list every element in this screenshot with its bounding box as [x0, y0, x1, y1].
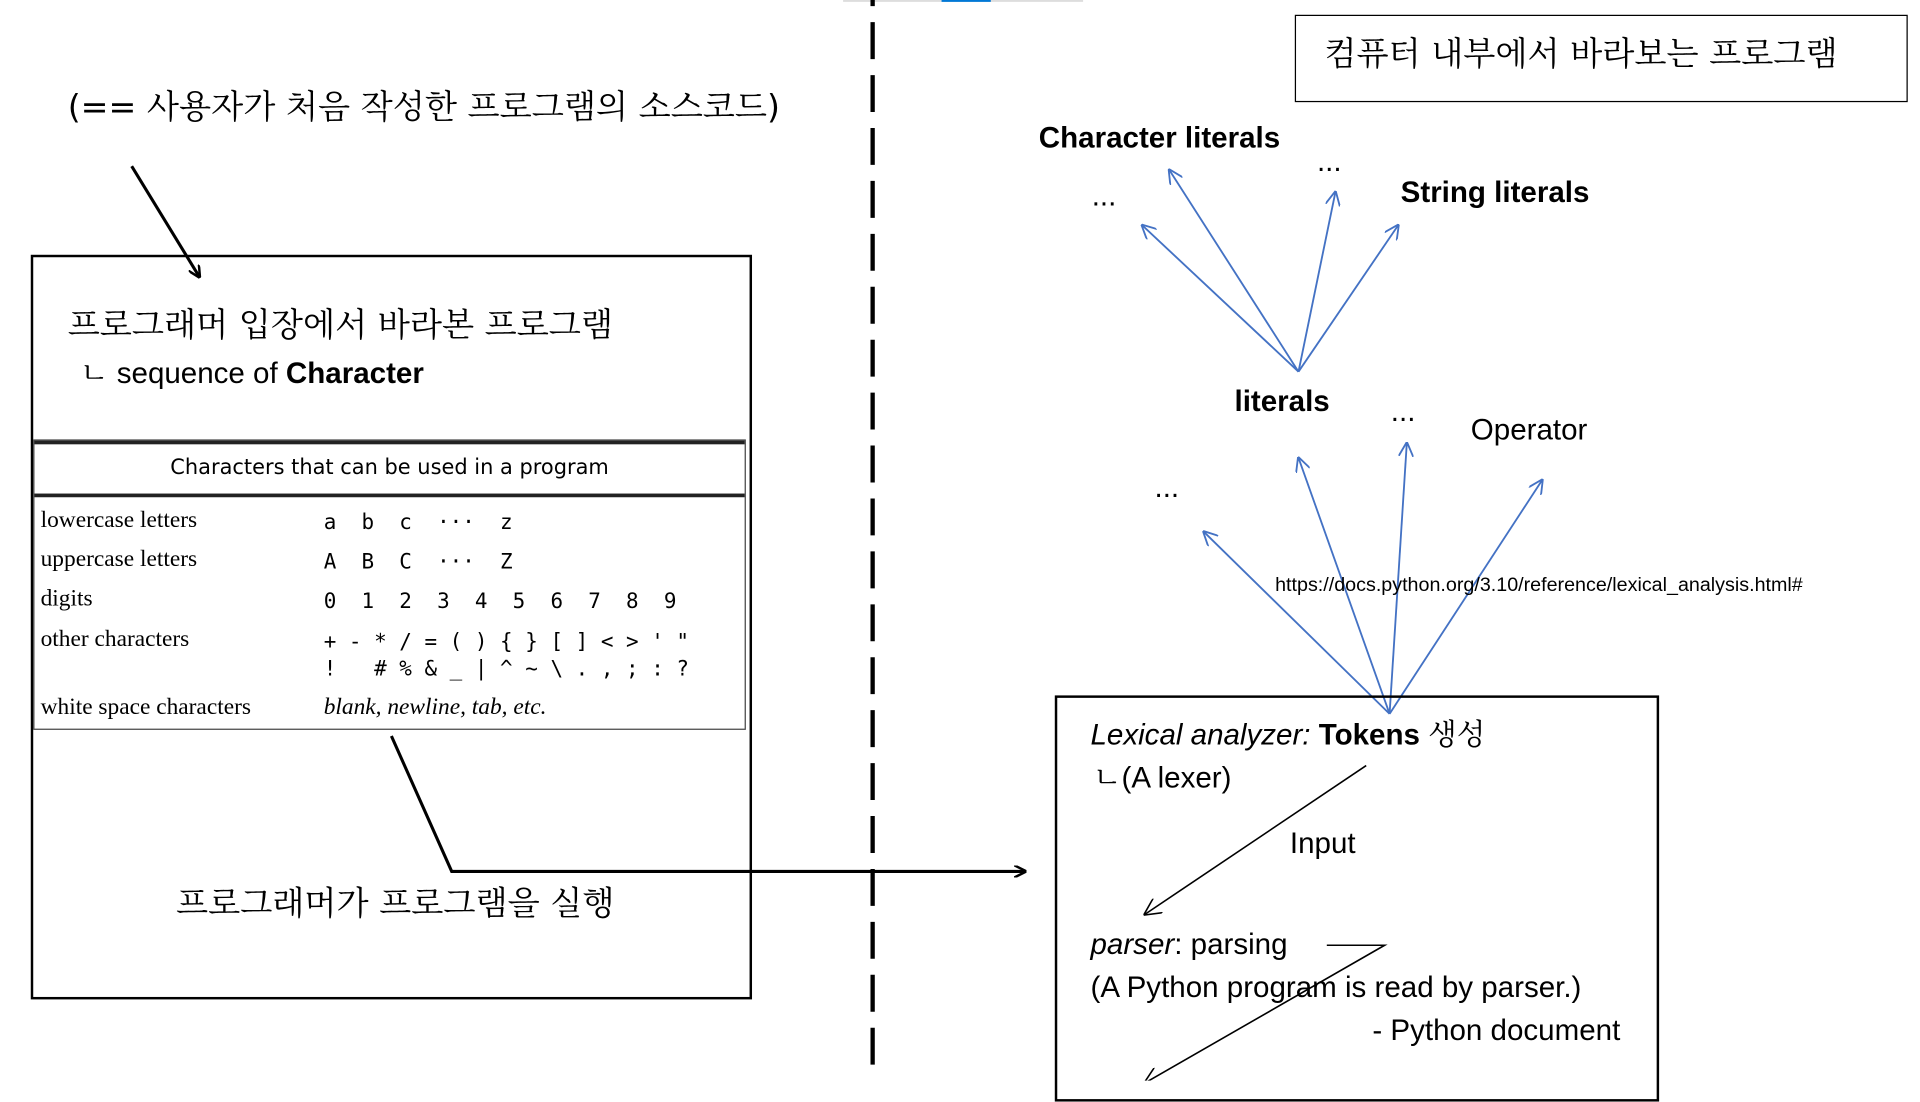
ellipsis-2: ... — [1316, 145, 1342, 179]
arrow-to-ellipsis-1 — [1142, 225, 1298, 371]
row-value-2: ! # % & _ | ^ ~ \ . , ; : ? — [323, 657, 690, 682]
quote-source: - Python document — [1372, 1014, 1621, 1048]
operator-label: Operator — [1470, 413, 1588, 447]
lexer-italic: Lexical analyzer: — [1090, 718, 1311, 753]
internal-view-title: 컴퓨터 내부에서 바라보는 프로그램 — [1324, 35, 1838, 74]
ellipsis-4: ... — [1154, 471, 1180, 505]
row-label: white space characters — [40, 694, 251, 721]
table-row — [41, 694, 251, 721]
subtitle-bold: Character — [285, 356, 424, 391]
programmer-view-title: 프로그래머 입장에서 바라본 프로그램 — [67, 306, 614, 345]
subtitle-prefix: ㄴ sequence of — [80, 356, 286, 391]
lexer-suffix: 생성 — [1428, 718, 1486, 753]
input-label: Input — [1289, 827, 1356, 861]
row-label: uppercase letters — [40, 546, 198, 573]
literals-label: literals — [1234, 385, 1330, 419]
table-row — [41, 586, 93, 613]
table-row — [41, 626, 190, 653]
row-value: a b c ··· z — [323, 510, 513, 536]
char-literals-label: Character literals — [1038, 121, 1281, 156]
string-literals-label: String literals — [1400, 176, 1590, 210]
row-label: digits — [40, 585, 93, 612]
lexer-line — [1090, 718, 1486, 753]
row-value: + - * / = ( ) { } [ ] < > ' " — [323, 630, 690, 655]
parser-quote: (A Python program is read by parser.) — [1090, 971, 1582, 1005]
lexer-sub: ㄴ(A lexer) — [1092, 761, 1232, 796]
python-docs-link[interactable]: https://docs.python.org/3.10/reference/lexical_analysis.html# — [1275, 574, 1803, 596]
table-row — [41, 507, 197, 534]
arrow-to-char-literals — [1169, 170, 1298, 372]
row-value: A B C ··· Z — [323, 550, 513, 575]
arrow-to-ellipsis-4 — [1204, 532, 1390, 714]
ellipsis-1: ... — [1091, 179, 1117, 213]
parser-line — [1090, 930, 1287, 960]
ellipsis-3: ... — [1390, 395, 1416, 429]
row-value: blank, newline, tab, etc. — [323, 694, 547, 721]
row-label: other characters — [40, 626, 190, 653]
parser-italic: parser — [1090, 928, 1175, 962]
arrow-to-operator — [1390, 480, 1543, 714]
table-header: Characters that can be used in a program — [34, 441, 744, 498]
row-value: 0 1 2 3 4 5 6 7 8 9 — [323, 589, 677, 615]
source-note: (== 사용자가 처음 작성한 프로그램의 소스코드) — [67, 88, 780, 127]
run-label: 프로그래머가 프로그램을 실행 — [176, 884, 615, 924]
characters-table — [33, 439, 746, 729]
row-label: lowercase letters — [40, 507, 198, 533]
parser-rest: : parsing — [1174, 928, 1288, 962]
table-row — [41, 546, 197, 573]
programmer-view-subtitle — [80, 356, 424, 391]
tokens-bold: Tokens — [1318, 718, 1420, 753]
